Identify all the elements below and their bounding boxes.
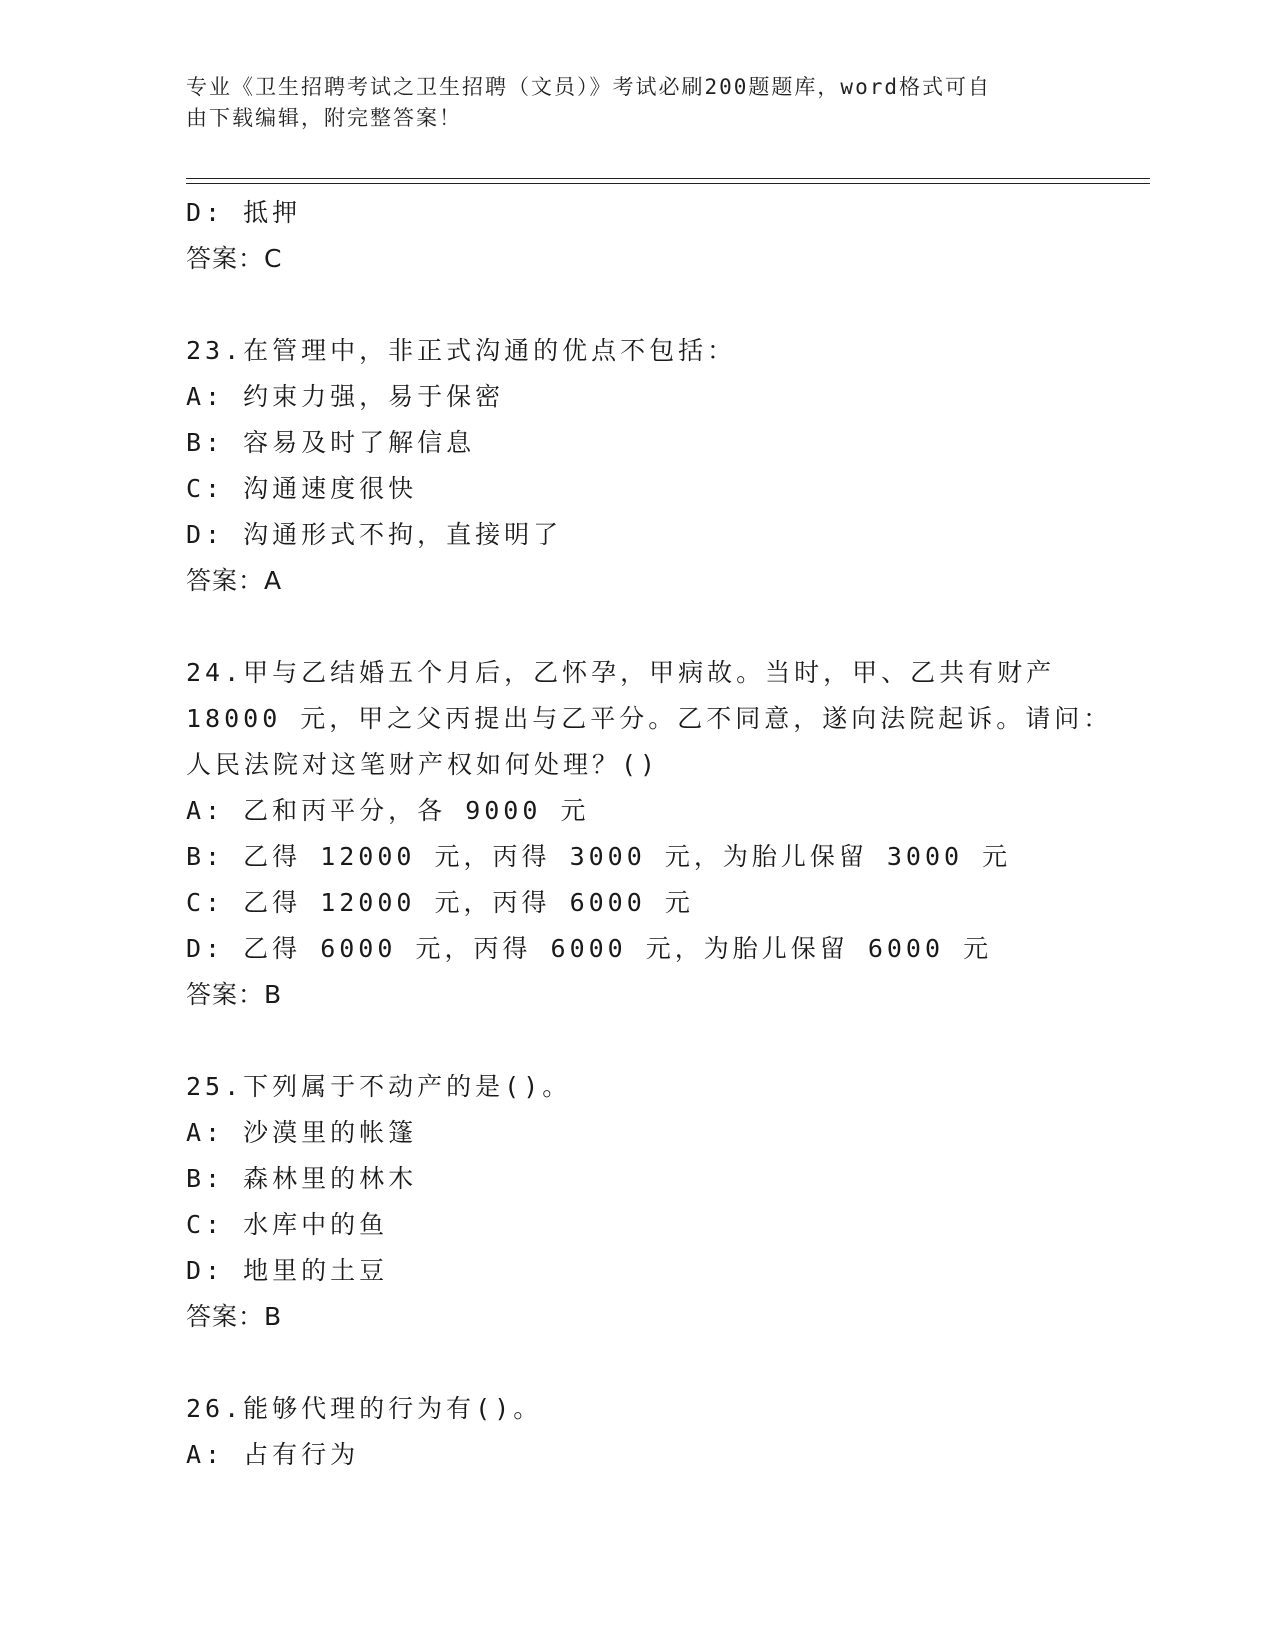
question-stem: 18000 元，甲之父丙提出与乙平分。乙不同意，遂向法院起诉。请问： — [186, 704, 1113, 733]
option-d: D: 沟通形式不拘，直接明了 — [186, 520, 563, 549]
option-b: B: 森林里的林木 — [186, 1164, 418, 1193]
option-a: A: 约束力强，易于保密 — [186, 382, 505, 411]
header-line-1: 专业《卫生招聘考试之卫生招聘（文员）》考试必刷200题题库，word格式可自 — [186, 75, 991, 99]
option-a: A: 占有行为 — [186, 1440, 360, 1469]
answer-line: 答案：B — [186, 980, 283, 1009]
document-body — [186, 190, 1113, 1478]
answer-line: 答案：B — [186, 1302, 283, 1331]
option-b: B: 乙得 12000 元，丙得 3000 元，为胎儿保留 3000 元 — [186, 842, 1012, 871]
answer-line: 答案：A — [186, 566, 283, 595]
option-a: A: 乙和丙平分，各 9000 元 — [186, 796, 590, 825]
question-stem: 人民法院对这笔财产权如何处理？() — [186, 750, 660, 779]
option-d: D: 地里的土豆 — [186, 1256, 389, 1285]
question-25 — [186, 1064, 1086, 1340]
question-23 — [186, 328, 1086, 604]
answer-line: 答案：C — [186, 244, 283, 273]
option-d: D: 抵押 — [186, 198, 302, 227]
header-line-2: 由下载编辑，附完整答案！ — [186, 106, 462, 130]
option-c: C: 乙得 12000 元，丙得 6000 元 — [186, 888, 694, 917]
option-d: D: 乙得 6000 元，丙得 6000 元，为胎儿保留 6000 元 — [186, 934, 993, 963]
question-stem: 25.下列属于不动产的是()。 — [186, 1072, 572, 1101]
option-a: A: 沙漠里的帐篷 — [186, 1118, 418, 1147]
question-stem: 24.甲与乙结婚五个月后，乙怀孕，甲病故。当时，甲、乙共有财产 — [186, 658, 1056, 687]
option-c: C: 沟通速度很快 — [186, 474, 418, 503]
header-divider-bottom — [186, 183, 1150, 184]
header-divider-top — [186, 178, 1150, 179]
option-c: C: 水库中的鱼 — [186, 1210, 389, 1239]
document-header — [186, 72, 1066, 134]
option-b: B: 容易及时了解信息 — [186, 428, 476, 457]
question-stem: 23.在管理中，非正式沟通的优点不包括： — [186, 336, 737, 365]
question-26 — [186, 1386, 1086, 1478]
question-24 — [186, 650, 1113, 1018]
question-stem: 26.能够代理的行为有()。 — [186, 1394, 543, 1423]
